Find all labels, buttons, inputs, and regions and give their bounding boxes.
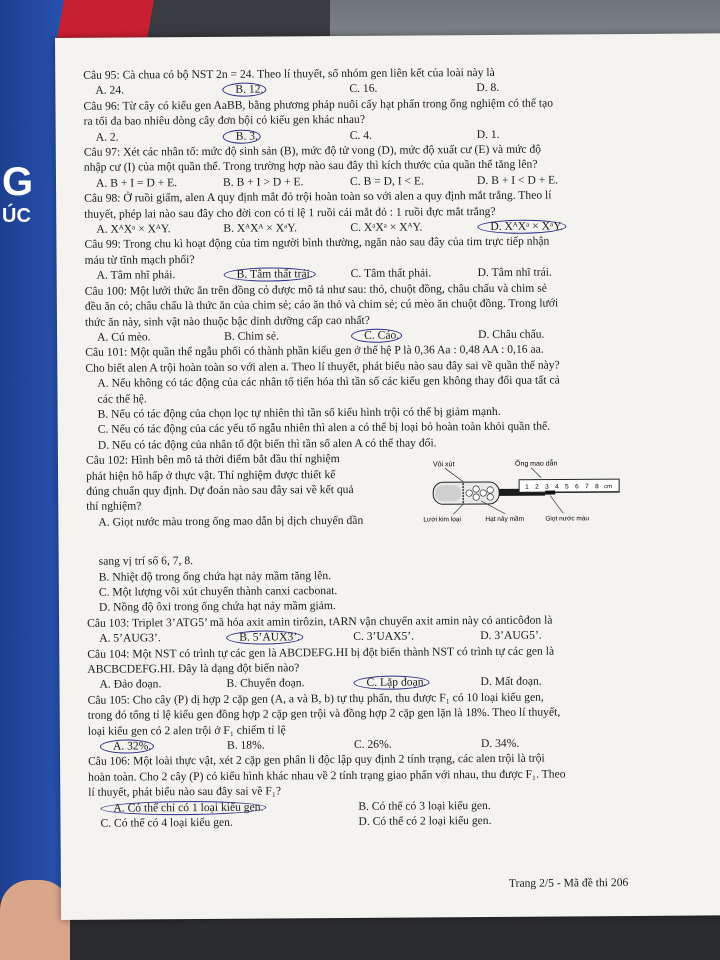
question-100-cont: đều ăn cỏ; châu chấu là thức ăn của chim sẻ; cáo ăn thỏ và chim sẻ; cú mèo ăn chuột đồng. Trong lưới [84, 296, 559, 313]
option: D. Có thể có 2 loại kiểu gen. [358, 814, 492, 828]
option: D. 34%. [480, 736, 520, 751]
answer-circle: A. Có thể chỉ có 1 loại kiểu gen. [100, 800, 266, 815]
question-97: Câu 97: Xét các nhân tố: mức độ sinh sản (B), mức độ tử vong (D), mức độ xuất cư (E) và mức độ [83, 142, 542, 159]
option: C. XᵃXᵃ × XᴬY. [350, 220, 423, 235]
option: D. Nếu có tác động của nhân tố đột biến thì tần số alen A có thể thay đổi. [97, 436, 437, 452]
question-102-line: đúng chuẩn quy định. Dự đoán nào sau đây sai về kết quả [86, 482, 354, 498]
option: A. 24. [95, 83, 125, 98]
seed [466, 490, 472, 496]
option [351, 327, 478, 343]
pointer-line [550, 496, 563, 514]
exam-page [55, 33, 720, 920]
scale-mark: 7 [585, 483, 589, 491]
option: A. Cú mèo. [97, 330, 151, 344]
scale-mark: 4 [555, 483, 559, 491]
option [222, 81, 349, 97]
label-drop: Giọt nước màu [545, 515, 590, 523]
option: B. Nếu có tác động của chọn lọc tự nhiên thì tần số kiểu hình trội có thể bị giảm mạnh. [97, 404, 501, 421]
option [226, 629, 353, 645]
respiration-diagram [423, 455, 624, 551]
label-mesh: Lưới kim loại [423, 516, 461, 524]
option: C. Một lượng vôi xút chuyển thành canxi cacbonat. [98, 584, 338, 599]
option: D. Tâm nhĩ trái. [477, 265, 552, 280]
option: A. XᴬXᵃ × XᴬY. [96, 222, 171, 236]
option: A. 5’AUG3’. [99, 631, 161, 645]
option: D. B + I < D + E. [476, 173, 559, 187]
option: D. 1. [476, 127, 500, 141]
question-96: Câu 96: Từ cây có kiểu gen AaBB, bằng phương pháp nuôi cấy hạt phấn trong ống nghiệm có thể tạo [83, 96, 554, 113]
question-105-cont: trong đó tổng tỉ lệ kiểu gen đồng hợp 2 cặp gen trội và đồng hợp 2 cặp gen lặn là 18%. Theo lí thuyết, [87, 705, 561, 723]
option-cont: các thế hệ. [97, 391, 147, 406]
seed [487, 487, 493, 493]
option: C. Tâm thất phải. [350, 266, 432, 281]
answer-circle: C. Cáo. [351, 328, 402, 342]
option: A. Tâm nhĩ phải. [96, 268, 176, 282]
question-99-cont: máu từ tĩnh mạch phổi? [84, 252, 195, 267]
question-105-cont: loại kiểu gen có 2 alen trội ở F₁ chiếm tỉ lệ [87, 723, 286, 738]
question-105: Câu 105: Cho cây (P) dị hợp 2 cặp gen (A, a và B, b) tự thụ phấn, thu được F₁ có 10 loại kiểu gen, [87, 690, 544, 707]
option [223, 128, 350, 144]
answer-circle: D. XᴬXᵃ × XᵃY. [477, 220, 566, 235]
shirt-letter: ÚC [2, 205, 31, 227]
question-102 [86, 449, 707, 554]
seed [480, 490, 486, 496]
question-106: Câu 106: Một loài thực vật, xét 2 cặp gen phân li độc lập quy định 2 tính trạng, các alen trội là trội [88, 752, 545, 769]
pointer-line [531, 468, 541, 478]
answer-circle: B. 12. [222, 83, 266, 97]
question-97-cont: nhập cư (I) của một quần thể. Trong trường hợp nào sau đây thì kích thước của quần thể tăng lên? [83, 158, 538, 175]
label-capillary: Ống mao dẫn [514, 460, 558, 468]
scale-mark: 1 [525, 483, 529, 491]
pointer-line [453, 504, 463, 514]
option-cont: sang vị trí số 6, 7, 8. [98, 554, 194, 568]
option: B. XᴬXᴬ × XᵃY. [223, 221, 298, 235]
options-106-row2 [88, 812, 708, 832]
option [224, 266, 351, 282]
answer-circle: B. 3. [223, 129, 261, 143]
option: B. Chim sẻ. [224, 329, 279, 343]
question-103: Câu 103: Triplet 3’ATG5’ mã hóa axit amin tirôzin, tARN vận chuyển axit amin này có anticôđon là [87, 613, 553, 630]
option: B. 18%. [226, 738, 265, 752]
option: C. 3’UAX5’. [353, 629, 415, 644]
answer-circle: A. 32%. [100, 739, 154, 753]
page-footer: Trang 2/5 - Mã đề thi 206 [508, 876, 629, 890]
question-98: Câu 98: Ở ruồi giấm, alen A quy định mắt đỏ trội hoàn toàn so với alen a quy định mắt trắng. Theo lí [84, 188, 552, 206]
scale-mark: 2 [535, 483, 539, 491]
option: B. Chuyển đoạn. [226, 676, 305, 691]
scale-mark: 3 [545, 483, 549, 491]
option: A. Giọt nước màu trong ống mao dẫn bị dịch chuyển dần [98, 513, 364, 529]
scale-mark: 8 [595, 483, 599, 491]
option: A. Nếu không có tác động của các nhân tố tiến hóa thì tần số các kiểu gen không thay đổi qua tất cả [97, 373, 560, 390]
answer-circle: B. 5’AUX3’. [226, 630, 303, 645]
question-102-line: thí nghiệm? [86, 499, 142, 514]
scale-unit: cm [604, 484, 613, 491]
option: D. 3’AUG5’. [480, 628, 542, 643]
question-99: Câu 99: Trong chu kì hoạt động của tim người bình thường, ngăn nào sau đây của tim trực tiếp nhận [84, 235, 550, 252]
lime-portion [435, 485, 461, 501]
option: C. 16. [349, 82, 378, 96]
option [88, 738, 227, 754]
question-106-cont: lí thuyết, phát biểu nào sau đây sai về F₁? [88, 784, 282, 800]
question-102-line: phát hiện hô hấp ở thực vật. Thí nghiệm được thiết kế [86, 467, 336, 483]
option: B. Có thể có 3 loại kiểu gen. [358, 798, 491, 813]
exam-content [83, 63, 708, 831]
answer-circle: B. Tâm thất trái. [224, 267, 316, 282]
question-102-line: Câu 102: Hình bên mô tả thời điểm bắt đầu thí nghiệm [85, 452, 340, 467]
question-96-cont: ra tối đa bao nhiêu dòng cây đơn bội có kiểu gen khác nhau? [83, 113, 366, 129]
option [353, 674, 480, 690]
option: C. B = D, I < E. [349, 174, 425, 188]
seed [473, 494, 479, 500]
question-100: Câu 100: Một lưới thức ăn trên đồng cỏ được mô tả như sau: thỏ, chuột đồng, châu chấu và chim sẻ [84, 281, 547, 298]
seed [473, 486, 479, 492]
option: C. 4. [349, 128, 372, 142]
option: A. 2. [95, 130, 119, 144]
option: D. 8. [476, 81, 500, 95]
question-101: Câu 101: Một quần thể ngẫu phối có thành phần kiểu gen ở thế hệ P là 0,36 Aa : 0,48 AA : 0,16 aa. [85, 342, 544, 360]
question-95: Câu 95: Cà chua có bộ NST 2n = 24. Theo lí thuyết, số nhóm gen liên kết của loài này là [83, 65, 495, 82]
shirt-letter: G [2, 160, 34, 204]
question-104: Câu 104: Một NST có trình tự các gen là ABCDEFG.HI bị đột biến thành NST có trình tự các gen là [87, 644, 555, 661]
option [477, 218, 604, 234]
option: B. Nhiệt độ trong ống chứa hạt nảy mầm tăng lên. [98, 568, 332, 584]
label-lime: Vôi xút [432, 461, 455, 469]
question-100-cont: thức ăn này, sinh vật nào thuộc bậc dinh dưỡng cấp cao nhất? [84, 313, 370, 329]
option: D. Mất đoạn. [480, 675, 542, 689]
question-102-text [86, 451, 412, 554]
question-101-cont: Cho biết alen A trội hoàn toàn so với alen a. Theo lí thuyết, phát biểu nào sau đây sai về quần thể này? [85, 358, 560, 375]
diagram-svg [423, 455, 624, 551]
option: A. B + I = D + E. [95, 175, 178, 190]
answer-circle: C. Lặp đoạn. [353, 676, 429, 691]
question-106-cont: hoàn toàn. Cho 2 cây (P) có kiểu hình khác nhau về 2 tính trạng giao phấn với nhau, thu được F₁. Theo [88, 767, 566, 784]
option: D. Nồng độ ôxi trong ống chứa hạt nảy mầm giảm. [98, 599, 336, 615]
question-98-cont: thuyết, phép lai nào sau đây cho đời con có tỉ lệ 1 ruồi cái mắt đỏ : 1 ruồi đực mắt trắng? [84, 204, 496, 221]
question-104-cont: ABCBCDEFG.HI. Đây là dạng đột biến nào? [87, 661, 300, 676]
option: D. Châu chấu. [478, 327, 545, 341]
label-seeds: Hạt nảy mầm [485, 515, 525, 524]
scale-mark: 6 [575, 483, 579, 491]
option: C. Nếu có tác động của các yếu tố ngẫu nhiên thì alen a có thể bị loại bỏ hoàn toàn khỏi quần thể. [97, 419, 551, 437]
hand [0, 880, 70, 960]
scale-mark: 5 [565, 483, 569, 491]
color-drop [545, 491, 555, 495]
option: B. B + I > D + E. [222, 175, 304, 189]
seed [487, 494, 493, 500]
option: C. 26%. [353, 737, 392, 751]
option: A. Đảo đoạn. [99, 677, 162, 692]
option: C. Có thể có 4 loại kiểu gen. [100, 815, 233, 830]
